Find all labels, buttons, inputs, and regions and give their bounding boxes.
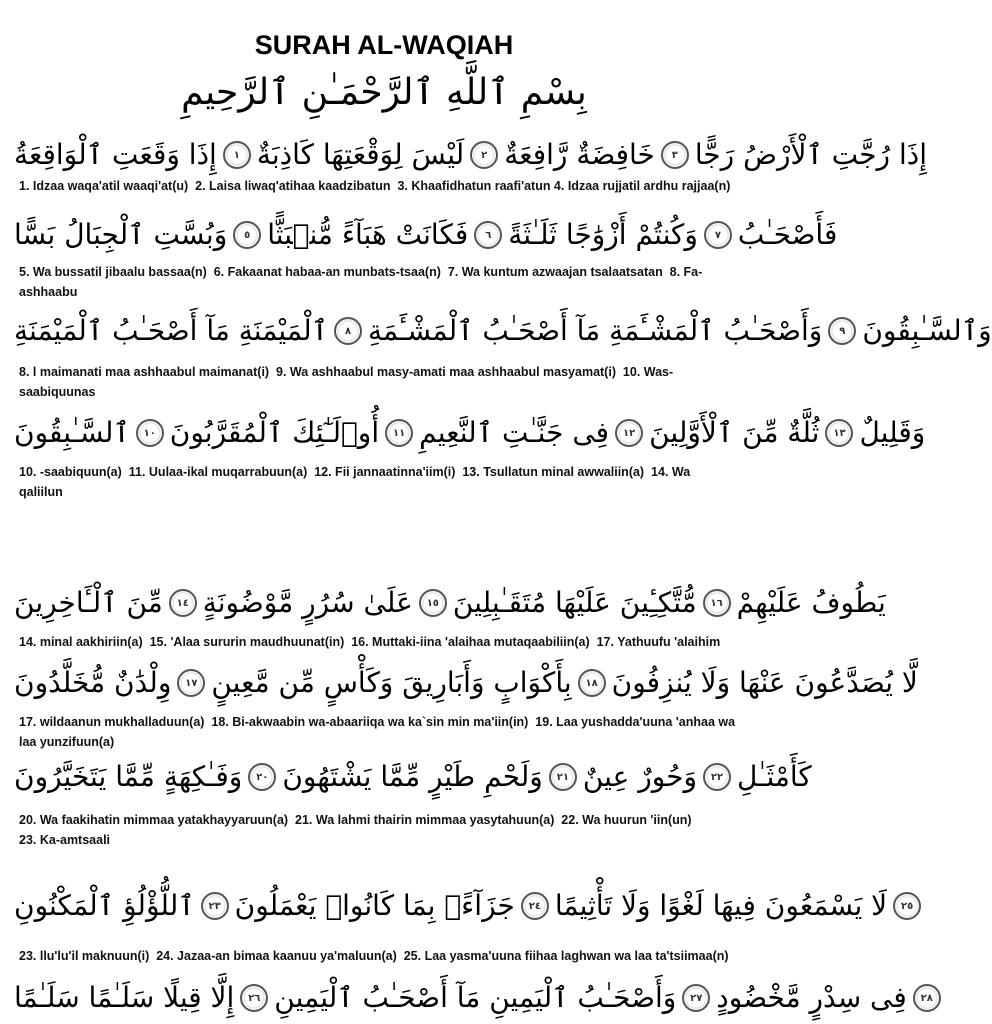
- arabic-verse-text: وَفَـٰكِهَةٍ مِّمَّا يَتَخَيَّرُونَ: [14, 760, 243, 793]
- arabic-verse-segment: [555, 883, 927, 929]
- arabic-verse-segment: [14, 308, 368, 354]
- arabic-verse-text: فِى جَنَّـٰتِ ٱلنَّعِيمِ: [419, 416, 610, 449]
- arabic-verse-segment: [170, 410, 419, 456]
- ayah-number-marker: ٢٤: [521, 892, 549, 920]
- arabic-verse-text: مُّتَّكِـِٔينَ عَلَيْهَا مُتَقَـٰبِلِينَ: [452, 586, 697, 619]
- arabic-verse-segment: [14, 580, 203, 626]
- arabic-verse-segment: [504, 132, 695, 178]
- arabic-verse-text: ٱللُّؤْلُؤِ ٱلْمَكْنُونِ: [14, 889, 195, 922]
- transliteration-line: 1. Idzaa waqa'atil waaqi'at(u) 2. Laisa liwaq'atihaa kaadzibatun 3. Khaafidhatun raafi'atun 4. Idzaa rujjatil ardhu rajjaa(n): [19, 179, 731, 193]
- arabic-verse-line: [14, 308, 992, 354]
- page-title: SURAH AL-WAQIAH: [254, 30, 514, 60]
- arabic-verse-text: فِى سِدْرٍ مَّخْضُودٍ: [716, 981, 907, 1014]
- ayah-number-marker: ٨: [334, 317, 362, 345]
- arabic-verse-line: [14, 975, 933, 1021]
- arabic-verse-text: وَحُورٌ عِينٌ: [582, 760, 698, 793]
- arabic-verse-segment: [203, 580, 453, 626]
- ayah-number-marker: ١٥: [419, 589, 447, 617]
- arabic-verse-segment: [235, 883, 555, 929]
- transliteration-line: 23. llu'lu'il maknuun(i) 24. Jazaa-an bimaa kaanuu ya'maluun(a) 25. Laa yasma'uuna fiihaa laghwan wa laa ta'tsiimaa(n): [19, 949, 729, 963]
- arabic-verse-segment: [14, 975, 274, 1021]
- ayah-number-marker: ٢٥: [893, 892, 921, 920]
- arabic-verse-text: أُو۟لَـٰٓئِكَ ٱلْمُقَرَّبُونَ: [169, 416, 380, 449]
- ayah-number-marker: ٦: [474, 221, 502, 249]
- arabic-verse-line: [14, 410, 926, 456]
- arabic-verse-segment: [649, 410, 859, 456]
- arabic-verse-line: [14, 883, 914, 929]
- arabic-verse-text: ثُلَّةٌ مِّنَ ٱلْأَوَّلِينَ: [649, 416, 820, 449]
- ayah-number-marker: ٢٢: [703, 763, 731, 791]
- arabic-verse-text: مِّنَ ٱلْـَٔاخِرِينَ: [14, 586, 163, 619]
- ayah-number-marker: ٢١: [549, 763, 577, 791]
- arabic-verse-line: [14, 132, 928, 178]
- arabic-verse-segment: [508, 212, 738, 258]
- arabic-verse-line: [14, 754, 812, 800]
- ayah-number-marker: ٢٣: [201, 892, 229, 920]
- ayah-number-marker: ١: [223, 141, 251, 169]
- arabic-verse-line: [14, 212, 838, 258]
- arabic-verse-segment: [211, 660, 611, 706]
- ayah-number-marker: ٣: [661, 141, 689, 169]
- arabic-verse-text: وَبُسَّتِ ٱلْجِبَالُ بَسًّا: [14, 218, 228, 251]
- arabic-verse-segment: [267, 212, 508, 258]
- basmala: بِسْمِ ٱللَّهِ ٱلرَّحْمَـٰنِ ٱلرَّحِيمِ: [181, 72, 587, 113]
- ayah-number-marker: ٢٨: [913, 984, 941, 1012]
- ayah-number-marker: ٧: [704, 221, 732, 249]
- ayah-number-marker: ٥: [233, 221, 261, 249]
- arabic-verse-segment: [738, 212, 837, 258]
- arabic-verse-text: وَلَحْمِ طَيْرٍ مِّمَّا يَشْتَهُونَ: [282, 760, 543, 793]
- arabic-verse-text: بِأَكْوَابٍ وَأَبَارِيقَ وَكَأْسٍ مِّن مَّعِينٍ: [211, 666, 572, 699]
- transliteration-line: 8. l maimanati maa ashhaabul maimanat(i) 9. Wa ashhaabul masy-amati maa ashhaabul masyamat(i) 10. Was- saabiquunas: [19, 365, 674, 399]
- arabic-verse-segment: [368, 308, 862, 354]
- arabic-verse-text: لَيْسَ لِوَقْعَتِهَا كَاذِبَةٌ: [256, 138, 465, 171]
- arabic-verse-segment: [612, 660, 918, 706]
- arabic-verse-text: ٱلْمَيْمَنَةِ مَآ أَصْحَـٰبُ ٱلْمَيْمَنَةِ: [14, 314, 329, 347]
- ayah-number-marker: ١٣: [825, 419, 853, 447]
- arabic-verse-segment: [583, 754, 737, 800]
- arabic-verse-segment: [737, 754, 812, 800]
- ayah-number-marker: ١١: [385, 419, 413, 447]
- arabic-verse-text: ٱلسَّـٰبِقُونَ: [14, 416, 130, 449]
- ayah-number-marker: ١٢: [615, 419, 643, 447]
- arabic-verse-text: إِذَا رُجَّتِ ٱلْأَرْضُ رَجًّا: [694, 138, 928, 171]
- ayah-number-marker: ١٨: [578, 669, 606, 697]
- arabic-verse-segment: [14, 660, 211, 706]
- ayah-number-marker: ١٦: [703, 589, 731, 617]
- ayah-number-marker: ٩: [828, 317, 856, 345]
- arabic-verse-text: إِلَّا قِيلًا سَلَـٰمًا سَلَـٰمًا: [14, 981, 235, 1014]
- transliteration-line: 14. minal aakhiriin(a) 15. 'Alaa sururin maudhuunat(in) 16. Muttaki-iina 'alaihaa mutaqaabiliin(a) 17. Yathuufu 'alaihim: [19, 635, 721, 649]
- ayah-number-marker: ٢٠: [248, 763, 276, 791]
- arabic-verse-text: خَافِضَةٌ رَّافِعَةٌ: [504, 138, 655, 171]
- arabic-verse-text: لَا يَسْمَعُونَ فِيهَا لَغْوًا وَلَا تَأْثِيمًا: [554, 889, 888, 922]
- arabic-verse-segment: [282, 754, 583, 800]
- transliteration-line: 20. Wa faakihatin mimmaa yatakhayyaruun(a) 21. Wa lahmi thairin mimmaa yasytahuun(a) 22. Wa huurun 'iin(un) 23. Ka-amtsaali: [19, 813, 692, 847]
- arabic-verse-text: فَكَانَتْ هَبَآءً مُّنۢبَثًّا: [267, 218, 469, 251]
- arabic-verse-segment: [14, 410, 170, 456]
- arabic-verse-text: وَأَصْحَـٰبُ ٱلْمَشْـَٔمَةِ مَآ أَصْحَـٰبُ ٱلْمَشْـَٔمَةِ: [368, 314, 823, 347]
- transliteration-line: 17. wildaanun mukhalladuun(a) 18. Bi-akwaabin wa-abaariiqa wa ka`sin min ma'iin(in) 19. Laa yushadda'uuna 'anhaa wa laa yunzifuun(a): [19, 715, 736, 749]
- arabic-verse-line: [14, 580, 886, 626]
- arabic-verse-text: فَأَصْحَـٰبُ: [737, 218, 838, 251]
- arabic-verse-segment: [14, 883, 235, 929]
- arabic-verse-text: وِلْدَٰنٌ مُّخَلَّدُونَ: [14, 666, 172, 699]
- arabic-verse-text: وَٱلسَّـٰبِقُونَ: [862, 314, 992, 347]
- arabic-verse-text: وَقَلِيلٌ: [859, 416, 926, 449]
- arabic-verse-text: جَزَآءًۢ بِمَا كَانُوا۟ يَعْمَلُونَ: [234, 889, 515, 922]
- ayah-number-marker: ٢٦: [240, 984, 268, 1012]
- arabic-verse-segment: [14, 212, 267, 258]
- arabic-verse-text: وَكُنتُمْ أَزْوَٰجًا ثَلَـٰثَةً: [508, 218, 698, 251]
- arabic-verse-segment: [14, 754, 282, 800]
- ayah-number-marker: ٢٧: [682, 984, 710, 1012]
- arabic-verse-segment: [419, 410, 649, 456]
- arabic-verse-segment: [859, 410, 925, 456]
- arabic-verse-segment: [453, 580, 737, 626]
- arabic-verse-segment: [695, 132, 927, 178]
- ayah-number-marker: ١٤: [169, 589, 197, 617]
- arabic-verse-text: عَلَىٰ سُرُرٍ مَّوْضُونَةٍ: [202, 586, 413, 619]
- transliteration-line: 10. -saabiquun(a) 11. Uulaa-ikal muqarrabuun(a) 12. Fii jannaatinna'iim(i) 13. Tsullatun minal awwaliin(a) 14. Wa qaliilun: [19, 465, 691, 499]
- ayah-number-marker: ١٧: [177, 669, 205, 697]
- arabic-verse-text: وَأَصْحَـٰبُ ٱلْيَمِينِ مَآ أَصْحَـٰبُ ٱلْيَمِينِ: [274, 981, 677, 1014]
- arabic-verse-text: يَطُوفُ عَلَيْهِمْ: [736, 586, 886, 619]
- arabic-verse-text: لَّا يُصَدَّعُونَ عَنْهَا وَلَا يُنزِفُونَ: [611, 666, 918, 699]
- arabic-verse-segment: [862, 308, 991, 354]
- ayah-number-marker: ١٠: [136, 419, 164, 447]
- arabic-verse-segment: [257, 132, 504, 178]
- arabic-verse-segment: [737, 580, 886, 626]
- arabic-verse-segment: [716, 975, 947, 1021]
- arabic-verse-segment: [14, 132, 257, 178]
- arabic-verse-text: كَأَمْثَـٰلِ: [737, 760, 812, 793]
- arabic-verse-line: [14, 660, 918, 706]
- ayah-number-marker: ٢: [470, 141, 498, 169]
- arabic-verse-text: إِذَا وَقَعَتِ ٱلْوَاقِعَةُ: [14, 138, 217, 171]
- arabic-verse-segment: [274, 975, 716, 1021]
- transliteration-line: 5. Wa bussatil jibaalu bassaa(n) 6. Fakaanat habaa-an munbats-tsaa(n) 7. Wa kuntum azwaajan tsalaatsatan 8. Fa- ashhaabu: [19, 265, 703, 299]
